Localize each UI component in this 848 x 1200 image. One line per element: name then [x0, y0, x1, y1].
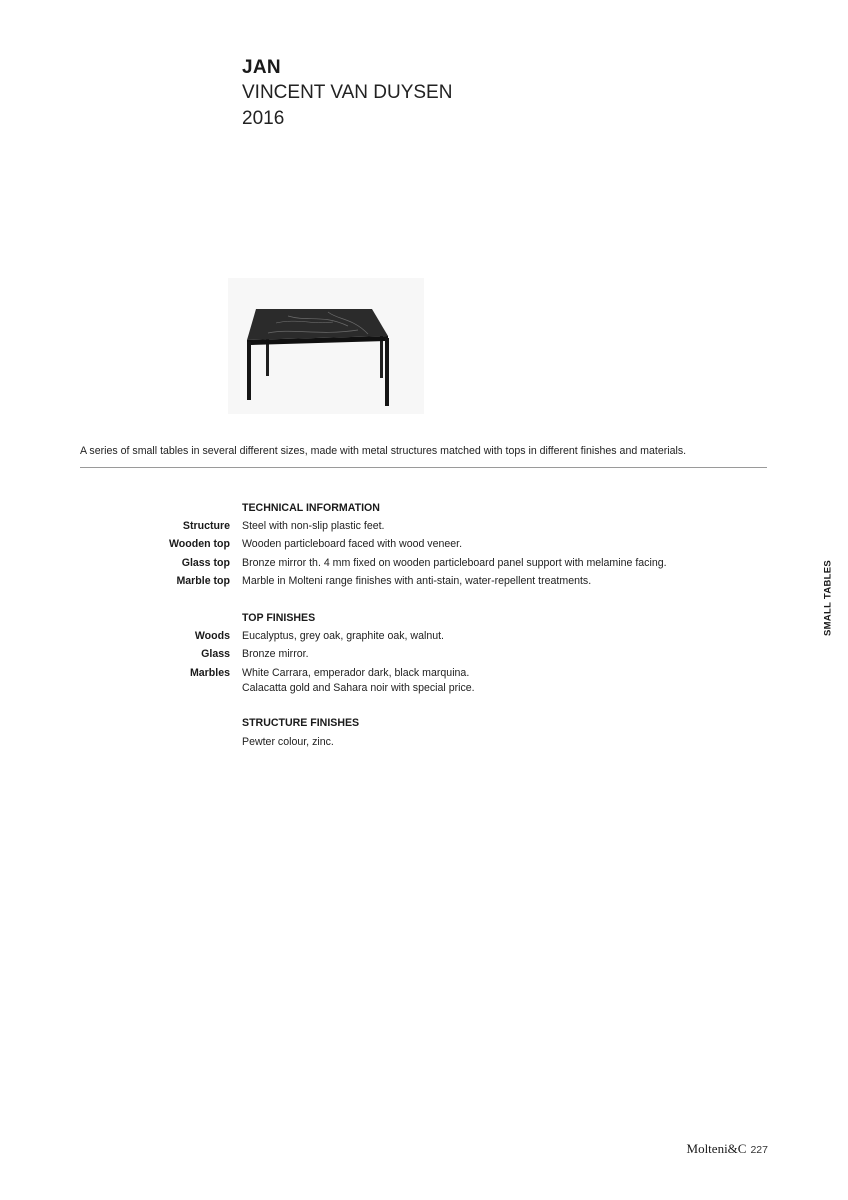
footer [687, 1141, 768, 1157]
technical-information-title: TECHNICAL INFORMATION [242, 502, 380, 514]
finish-label: Marbles [189, 667, 230, 679]
design-year: 2016 [242, 108, 285, 129]
finish-value: Bronze mirror. [242, 648, 309, 660]
structure-finish-value: Pewter colour, zinc. [242, 736, 334, 748]
spec-label: Structure [182, 520, 230, 532]
spec-value: Marble in Molteni range finishes with anti-stain, water-repellent treatments. [242, 575, 592, 587]
finish-label: Woods [194, 630, 230, 642]
spec-value: Steel with non-slip plastic feet. [242, 520, 385, 532]
product-description: A series of small tables in several different sizes, made with metal structures matched with tops in different finishes and materials. [80, 445, 687, 457]
spec-label: Marble top [176, 575, 230, 587]
finish-label: Glass [201, 648, 230, 660]
spec-value: Wooden particleboard faced with wood veneer. [242, 538, 463, 550]
product-name: JAN [242, 57, 281, 78]
structure-finishes-title: STRUCTURE FINISHES [242, 717, 360, 729]
brand-logo: Molteni&C [686, 1141, 747, 1156]
top-finishes-title: TOP FINISHES [242, 612, 316, 624]
finish-value-continued: Calacatta gold and Sahara noir with special price. [242, 682, 475, 694]
designer-name: VINCENT VAN DUYSEN [242, 82, 453, 103]
spec-value: Bronze mirror th. 4 mm fixed on wooden particleboard panel support with melamine facing. [242, 557, 667, 569]
section-side-label: SMALL TABLES [822, 559, 834, 637]
finish-value: Eucalyptus, grey oak, graphite oak, walnut. [242, 630, 444, 642]
spec-label: Glass top [181, 557, 230, 569]
table-product-image [228, 278, 424, 414]
title-block [242, 56, 452, 132]
divider [80, 467, 767, 468]
page-number: 227 [750, 1144, 768, 1156]
spec-label: Wooden top [169, 538, 230, 550]
finish-value: White Carrara, emperador dark, black marquina. [242, 667, 470, 679]
